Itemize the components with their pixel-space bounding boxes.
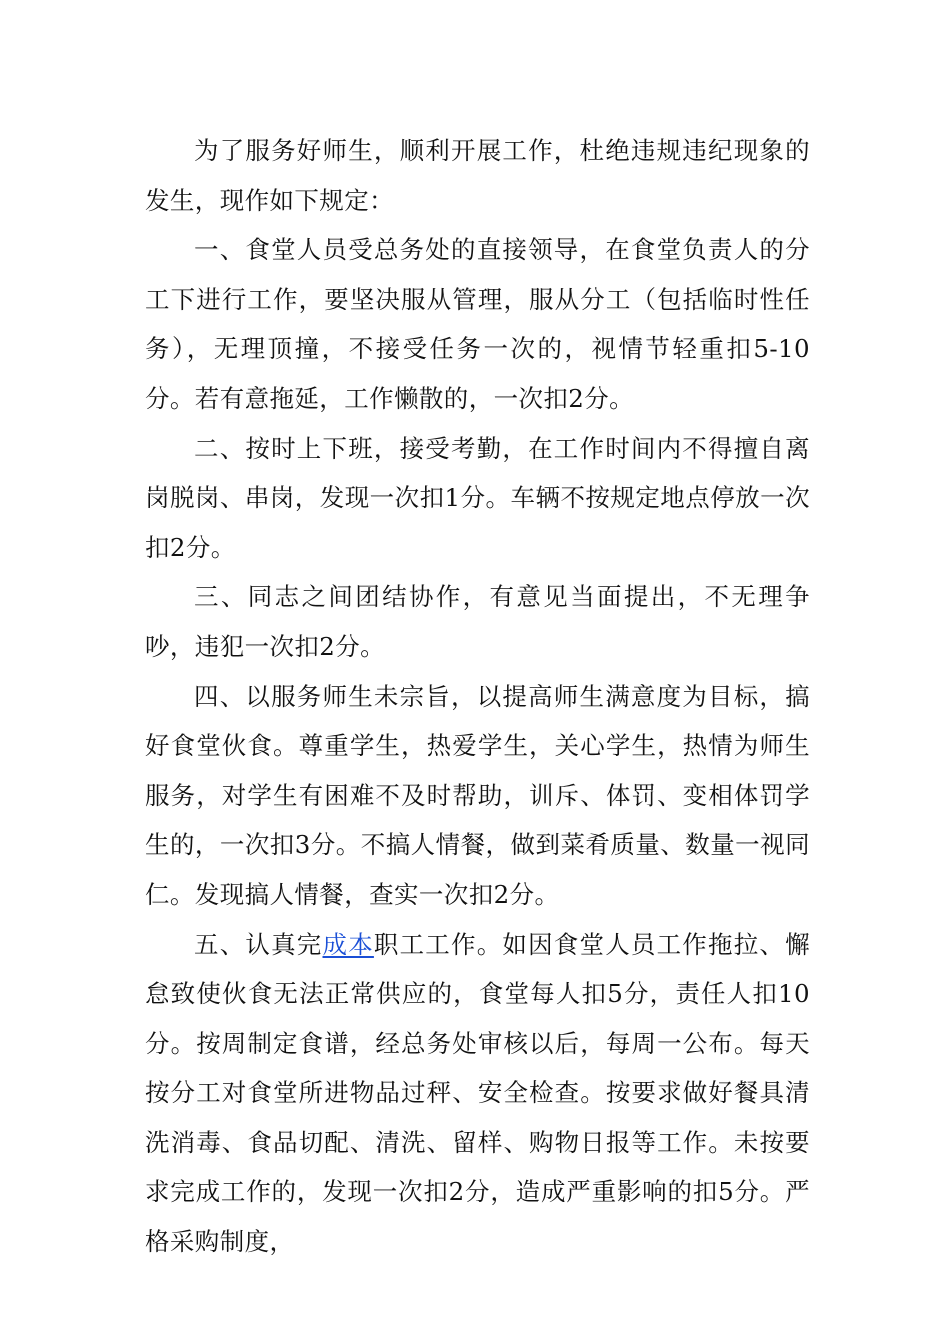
paragraph-intro: 为了服务好师生，顺利开展工作，杜绝违规违纪现象的发生，现作如下规定：	[145, 136, 810, 215]
rule-5-text-rest: 职工工作。如因食堂人员工作拖拉、懈怠致使伙食无法正常供应的，食堂每人扣5分，责任人扣10分。按周制定食谱，经总务处审核以后，每周一公布。每天按分工对食堂所进物品过秤、安全检查。按要求做好餐具清洗消毒、食品切配、清洗、留样、购物日报等工作。未按要求完成工作的，发现一次扣2分，造成严重影响的扣5分。严格采购制度，	[145, 929, 810, 1257]
document-body	[145, 126, 810, 1267]
paragraph-rule-2: 二、按时上下班，接受考勤，在工作时间内不得擅自离岗脱岗、串岗，发现一次扣1分。车辆不按规定地点停放一次扣2分。	[145, 433, 810, 562]
paragraph-rule-4: 四、以服务师生未宗旨，以提高师生满意度为目标，搞好食堂伙食。尊重学生，热爱学生，关心学生，热情为师生服务，对学生有困难不及时帮助，训斥、体罚、变相体罚学生的，一次扣3分。不搞人情餐，做到菜肴质量、数量一视同仁。发现搞人情餐，查实一次扣2分。	[145, 681, 810, 909]
paragraph-rule-5	[145, 920, 810, 1267]
cost-link[interactable]: 成本	[322, 929, 374, 959]
paragraph-rule-3: 三、同志之间团结协作，有意见当面提出，不无理争吵，违犯一次扣2分。	[145, 582, 810, 661]
rule-5-text-start: 五、认真完	[194, 929, 323, 959]
paragraph-rule-1: 一、食堂人员受总务处的直接领导，在食堂负责人的分工下进行工作，要坚决服从管理，服从分工（包括临时性任务），无理顶撞，不接受任务一次的，视情节轻重扣5-10分。若有意拖延，工作懒散的，一次扣2分。	[145, 235, 810, 413]
